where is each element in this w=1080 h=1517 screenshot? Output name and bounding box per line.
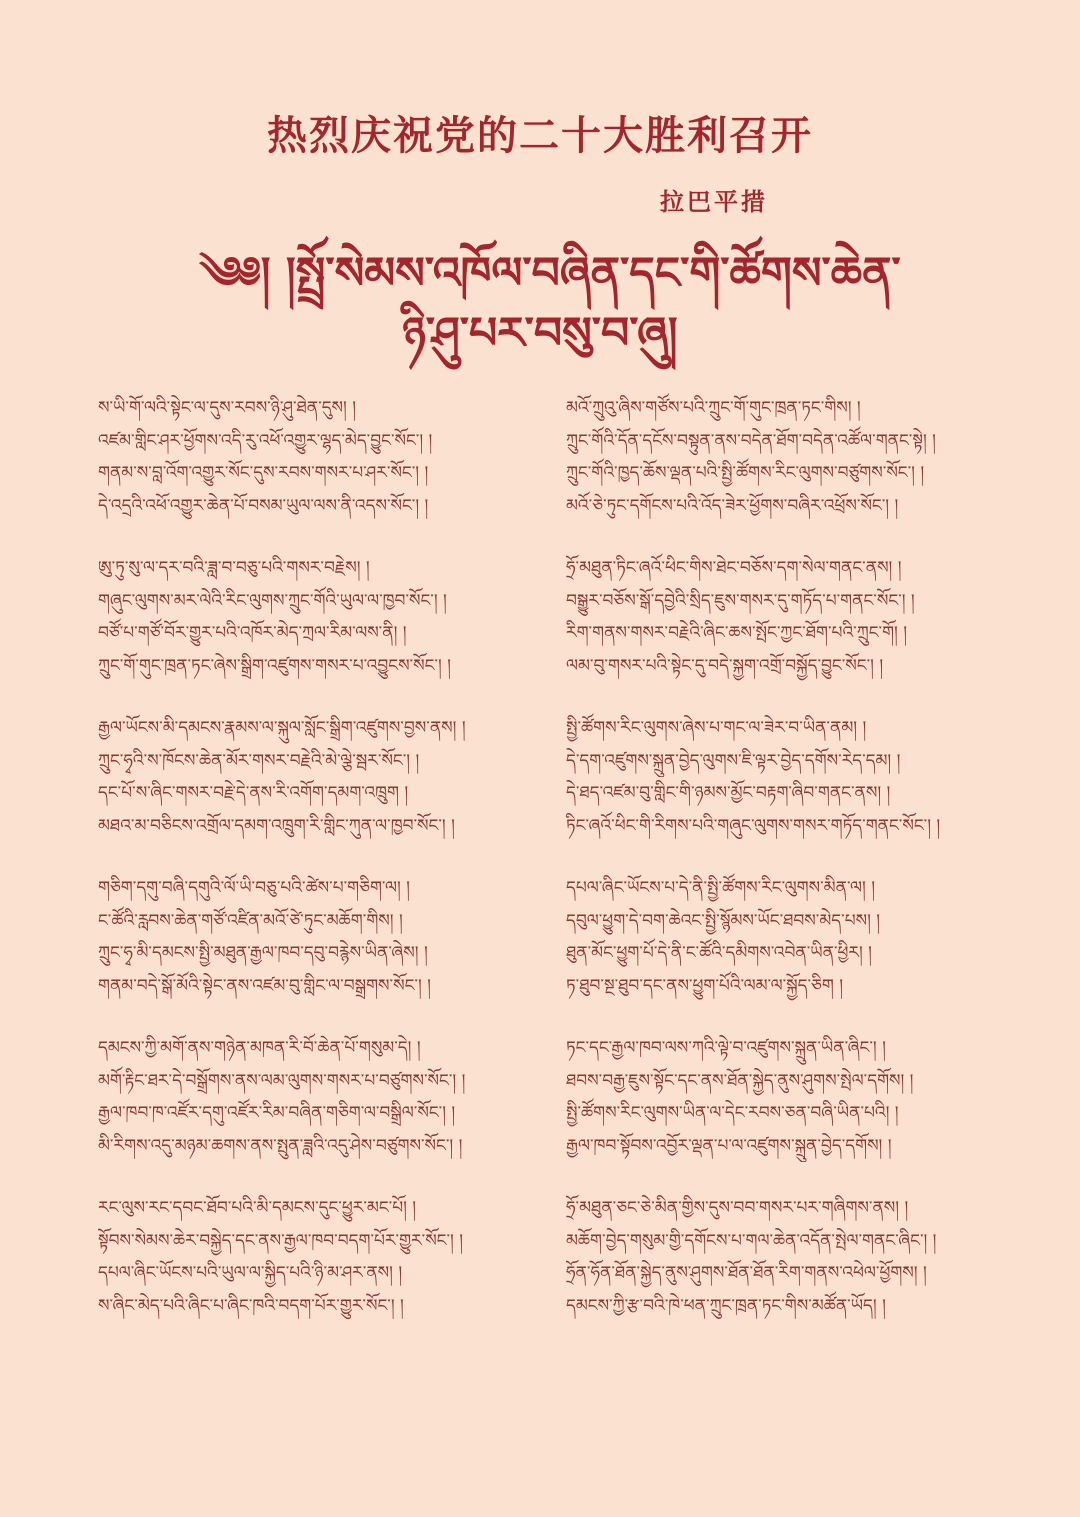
verse-line: རིག་གནས་གསར་བརྗེའི་ཞིང་ཆས་སྤོང་ཀྱང་ཐོག་པའི་ཀྲུང་གོ། ། — [566, 623, 908, 643]
verse-line: ཀྲུང་ཧྭ་མི་དམངས་སྤྱི་མཐུན་རྒྱལ་ཁབ་དབུ་བརྙེས་ཡིན་ཞེས། ། — [98, 943, 428, 963]
tibetan-title-line-2: ཉི་ཤུ་པར་བསུ་བ་ཞུ། — [402, 308, 678, 359]
verse-line: རྒྱལ་ཁབ་སྟོབས་འབྱོར་ལྡན་པ་ལ་འཛུགས་སྐྲུན་བྱེད་དགོས། ། — [566, 1135, 892, 1156]
stanza — [566, 1032, 1026, 1162]
stanza — [566, 1192, 1026, 1322]
page-title: 热烈庆祝党的二十大胜利召开 — [267, 112, 813, 159]
stanza — [98, 872, 558, 1002]
verse-line: ཐབས་བརྒྱ་ཇུས་སྟོང་དང་ནས་ཐོན་སྐྱེད་ནུས་ཤུགས་སྤེལ་དགོས། ། — [566, 1070, 914, 1091]
verse-line: དམངས་ཀྱི་རྩ་བའི་ཁེ་ཕན་ཀྲུང་ཁྲན་ཏང་གིས་མཚོན་ཡོད། ། — [566, 1295, 886, 1316]
right-poem-column — [566, 392, 1026, 1352]
verse-line: ཀྲུང་གོའི་ཁྱད་ཆོས་ལྡན་པའི་སྤྱི་ཚོགས་རིང་ལུགས་བཙུགས་སོང་། ། — [566, 463, 925, 483]
verse-line: བཙོ་པ་གཙོ་བོར་གྱུར་པའི་འཁོར་མེད་ཀྲལ་རིམ་ལས་ནི། ། — [98, 623, 407, 643]
verse-line: གཞུང་ལུགས་མར་ལེའི་རིང་ལུགས་ཀྲུང་གོའི་ཡུལ་ལ་ཁྱབ་སོང་། ། — [98, 590, 447, 611]
verse-line: རྒྱལ་ཡོངས་མི་དམངས་རྣམས་ལ་སྐུལ་སློང་སྒྲིག་འཛུགས་བྱས་ནས། ། — [98, 718, 466, 738]
verse-line: དཔལ་ཞིང་ཡོངས་པའི་ཡུལ་ལ་སྐྱིད་པའི་ཉི་མ་ཤར་ནས། ། — [98, 1263, 403, 1283]
verse-line: མའོ་ཀྲུའུ་ཞིས་གཙོས་པའི་ཀྲུང་གོ་གུང་ཁྲན་ཏང་གིས། ། — [566, 398, 861, 418]
verse-line: ཏ་ཐུབ་སྔ་ཐུབ་དང་ནས་ཕྱུག་པོའི་ལམ་ལ་སྐྱོད་ཅིག ། — [566, 975, 844, 996]
verse-line: དམངས་ཀྱི་མགོ་ནས་གཉེན་མཁན་རི་བོ་ཆེན་པོ་གསུམ་དེ། ། — [98, 1038, 421, 1058]
verse-line: དེ་དག་འཛུགས་སྐྲུན་བྱེད་ལུགས་ཇི་ལྟར་བྱེད་དགོས་རེད་དམ། ། — [566, 750, 901, 771]
verse-line: ཧྲོན་ཧོན་ཐོན་སྐྱེད་ནུས་ཤུགས་ཐོན་ཐོན་རིག་གནས་འཕེལ་ཕྱོགས། ། — [566, 1263, 927, 1283]
stanza — [98, 392, 558, 522]
verse-line: ས་ཡི་གོ་ལའི་སྟེང་ལ་དུས་རབས་ཉི་ཤུ་ཐེན་དུས། ། — [98, 398, 356, 418]
left-poem-column — [98, 392, 558, 1352]
verse-line: ཀྲུང་གོའི་དོན་དངོས་བསྟུན་ནས་བདེན་ཐོག་བདེན་འཚོལ་གནང་སྟེ། ། — [566, 430, 936, 451]
author-name: 拉巴平措 — [660, 187, 768, 216]
verse-line: ཨུ་ཏུ་སུ་ལ་དར་བའི་ཟླ་བ་བཅུ་པའི་གསར་བརྗེས། ། — [98, 558, 370, 578]
verse-line: ཏིང་ཞའོ་ཕིང་གི་རིགས་པའི་གཞུང་ལུགས་གསར་གཏོད་གནང་སོང་། ། — [566, 815, 941, 836]
verse-line: རྒྱལ་ཁབ་ཁ་འཛོར་དགུ་འཛོར་རིམ་བཞིན་གཅིག་ལ་བསྒྲིལ་སོང་། ། — [98, 1103, 456, 1123]
verse-line: གནམ་བདེ་སྒོ་མོའི་སྟེང་ནས་འཛམ་བུ་གླིང་ལ་བསྒྲགས་སོང་། ། — [98, 975, 431, 996]
verse-line: མཐའ་མ་བཅིངས་འགྲོལ་དམག་འཁྲུག་རི་གླིང་ཀུན་ལ་ཁྱབ་སོང་། ། — [98, 815, 455, 836]
tibetan-title — [0, 244, 1080, 364]
verse-line: སྤྱི་ཚོགས་རིང་ལུགས་ཞེས་པ་གང་ལ་ཟེར་བ་ཡིན་ནམ། ། — [566, 718, 867, 738]
verse-line: དེ་འདྲའི་འཕོ་འགྱུར་ཆེན་པོ་བསམ་ཡུལ་ལས་ནི་འདས་སོང་། ། — [98, 495, 429, 516]
verse-line: བསྒྱུར་བཅོས་སྒོ་དབྱེའི་སྲིད་ཇུས་གསར་དུ་གཏོད་པ་གནང་སོང་། ། — [566, 590, 915, 611]
verse-line: ས་ཞིང་མེད་པའི་ཞིང་པ་ཞིང་ཁའི་བདག་པོར་གྱུར་སོང་། ། — [98, 1295, 404, 1316]
verse-line: སྤྱི་ཚོགས་རིང་ལུགས་ཡིན་ལ་དེང་རབས་ཅན་བཞི་ཡིན་པའི། ། — [566, 1103, 899, 1123]
tibetan-title-line-1: ༄༅། །སྤྲོ་སེམས་འཁོལ་བཞིན་དང་གི་ཚོགས་ཆེན་ — [199, 248, 901, 299]
verse-line: མི་རིགས་འདུ་མཉམ་ཆགས་ནས་སྤུན་ཟླའི་འདུ་ཤེས་བཙུགས་སོང་། ། — [98, 1135, 463, 1156]
verse-line: ཧྲོ་མཐུན་ཅང་ཅེ་མིན་གྱིས་དུས་བབ་གསར་པར་གཞིགས་ནས། ། — [566, 1198, 909, 1218]
verse-line: ཧྲོ་མཐུན་ཏིང་ཞའོ་ཕིང་གིས་ཐེང་བཅོས་དག་སེལ་གནང་ནས། ། — [566, 558, 902, 578]
verse-line: ཀྲུང་ཧྭའི་ས་ཁོངས་ཆེན་མོར་གསར་བརྗེའི་མེ་ལྕེ་སྦར་སོང་། ། — [98, 750, 420, 771]
verse-line: མཆོག་བྱེད་གསུམ་གྱི་དགོངས་པ་གལ་ཆེན་འདོན་སྤེལ་གནང་ཞིང་། ། — [566, 1230, 937, 1251]
verse-line: དང་པོ་ས་ཞིང་གསར་བརྗེ་དེ་ནས་རི་འགོག་དམག་འཁྲུག ། — [98, 783, 409, 803]
stanza — [566, 872, 1026, 1002]
stanza — [566, 552, 1026, 682]
verse-line: རང་ལུས་རང་དབང་ཐོབ་པའི་མི་དམངས་དུང་ཕྱུར་མང་པོ། ། — [98, 1198, 417, 1218]
verse-line: ཀྲུང་གོ་གུང་ཁྲན་ཏང་ཞེས་སྒྲིག་འཛུགས་གསར་པ་འབྱུངས་སོང་། ། — [98, 655, 451, 676]
verse-line: སྟོབས་སེམས་ཆེར་བསྐྱེད་དང་ནས་རྒྱལ་ཁབ་བདག་པོར་གྱུར་སོང་། ། — [98, 1230, 464, 1251]
verse-line: འཛམ་གླིང་ཤར་ཕྱོགས་འདི་རུ་འཕོ་འགྱུར་ལྷད་མེད་བྱུང་སོང་། ། — [98, 430, 433, 451]
verse-line: གནམ་ས་བླ་འོག་འགྱུར་སོང་དུས་རབས་གསར་པ་ཤར་སོང་། ། — [98, 463, 429, 483]
stanza — [566, 712, 1026, 842]
verse-line: ང་ཚོའི་རླབས་ཆེན་གཙོ་འཛིན་མའོ་ཙེ་ཏུང་མཆོག་གིས། ། — [98, 910, 403, 931]
verse-line: མགོ་རྟིང་ཐར་དེ་བསྒྲོགས་ནས་ལམ་ལུགས་གསར་པ་བཙུགས་སོང་། ། — [98, 1070, 466, 1091]
verse-line: ལམ་བུ་གསར་པའི་སྟེང་དུ་བདེ་སྐྱག་འགྲོ་བསྐྱོད་བྱུང་སོང་། ། — [566, 655, 884, 676]
stanza — [98, 1032, 558, 1162]
stanza — [98, 1192, 558, 1322]
stanza — [98, 712, 558, 842]
verse-line: གཅིག་དགུ་བཞི་དགུའི་ལོ་ཡི་བཅུ་པའི་ཚེས་པ་གཅིག་ལ། ། — [98, 878, 410, 898]
verse-line: དེ་ཐད་འཛམ་བུ་གླིང་གི་ཉམས་མྱོང་བརྟག་ཞིབ་གནང་ནས། ། — [566, 783, 891, 803]
verse-line: དཔལ་ཞིང་ཡོངས་པ་དེ་ནི་སྤྱི་ཚོགས་རིང་ལུགས་མིན་ལ། ། — [566, 878, 875, 898]
verse-line: མའོ་ཅེ་ཏུང་དགོངས་པའི་འོད་ཟེར་ཕྱོགས་བཞིར་འཕྲོས་སོང་། ། — [566, 495, 899, 516]
verse-line: དབུལ་ཕྱུག་དེ་བག་ཆེའང་སྤྱི་སྙོམས་ཡོང་ཐབས་མེད་པས། ། — [566, 910, 881, 931]
stanza — [98, 552, 558, 682]
stanza — [566, 392, 1026, 522]
verse-line: ཏང་དང་རྒྱལ་ཁབ་ལས་ཀའི་ལྟེ་བ་འཛུགས་སྐྲུན་ཡིན་ཞིང་། ། — [566, 1038, 886, 1058]
verse-line: ཐུན་མོང་ཕྱུག་པོ་དེ་ནི་ང་ཚོའི་དམིགས་འབེན་ཡིན་ཕྱིར། ། — [566, 943, 872, 963]
